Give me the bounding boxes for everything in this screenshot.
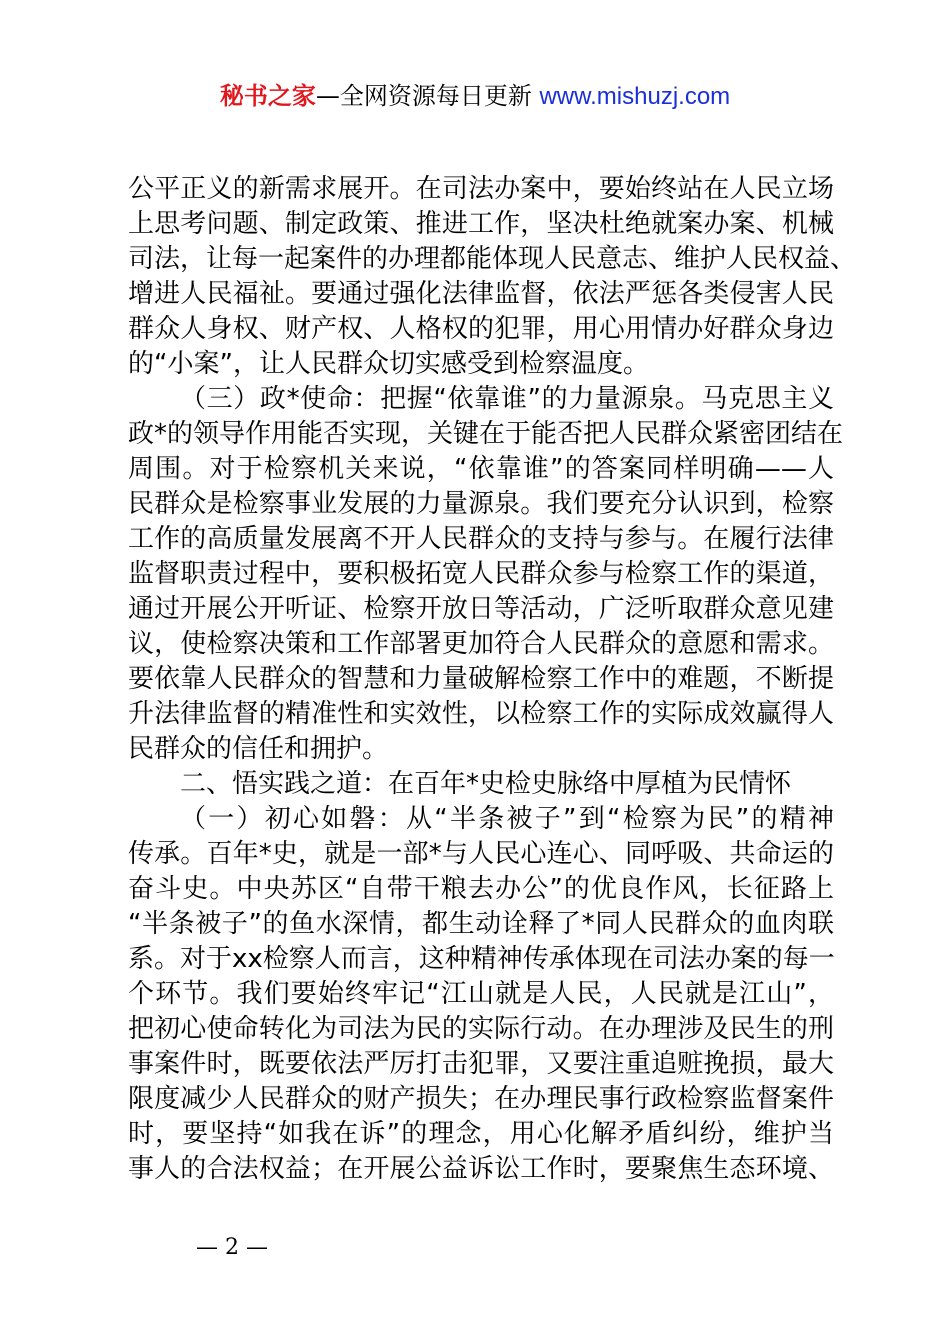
paragraph-line: 司法，让每一起案件的办理都能体现人民意志、维护人民权益、 — [128, 244, 857, 274]
paragraph-line: 通过开展公开听证、检察开放日等活动，广泛听取群众意见建 — [128, 594, 834, 624]
paragraph-line: 传承。百年*史，就是一部*与人民心连心、同呼吸、共命运的 — [128, 839, 834, 869]
paragraph-line: 民群众的信任和拥护。 — [128, 734, 389, 764]
paragraph-line: 工作的高质量发展离不开人民群众的支持与参与。在履行法律 — [128, 524, 834, 554]
page-header — [0, 80, 950, 113]
paragraph-line: 限度减少人民群众的财产损失；在办理民事行政检察监督案件 — [128, 1084, 834, 1114]
paragraph-line: 议，使检察决策和工作部署更加符合人民群众的意愿和需求。 — [128, 629, 834, 659]
paragraph-line: 周围。对于检察机关来说，“依靠谁”的答案同样明确——人 — [128, 454, 834, 484]
paragraph-line: 奋斗史。中央苏区“自带干粮去办公”的优良作风，长征路上 — [128, 874, 834, 904]
section-heading-line: （三）政*使命：把握“依靠谁”的力量源泉。马克思主义 — [180, 384, 834, 414]
paragraph-line: 事人的合法权益；在开展公益诉讼工作时，要聚焦生态环境、 — [128, 1154, 834, 1184]
brand-name: 秘书之家 — [219, 82, 316, 110]
header-tagline: —全网资源每日更新 — [315, 82, 540, 110]
paragraph-line: 公平正义的新需求展开。在司法办案中，要始终站在人民立场 — [128, 174, 834, 204]
section-heading-line: （一）初心如磐：从“半条被子”到“检察为民”的精神 — [180, 804, 834, 834]
paragraph-line: 监督职责过程中，要积极拓宽人民群众参与检察工作的渠道， — [128, 559, 834, 589]
section-heading: 二、悟实践之道：在百年*史检史脉络中厚植为民情怀 — [180, 769, 792, 799]
paragraph-line: 系。对于xx检察人而言，这种精神传承体现在司法办案的每一 — [128, 944, 835, 974]
paragraph-line: 要依靠人民群众的智慧和力量破解检察工作中的难题，不断提 — [128, 664, 834, 694]
paragraph-line: 个环节。我们要始终牢记“江山就是人民，人民就是江山”， — [128, 979, 834, 1009]
paragraph-line: 升法律监督的精准性和实效性，以检察工作的实际成效赢得人 — [128, 699, 834, 729]
page-number: — 2 — — [196, 1235, 268, 1260]
paragraph-line: 增进人民福祉。要通过强化法律监督，依法严惩各类侵害人民 — [128, 279, 834, 309]
paragraph-line: 把初心使命转化为司法为民的实际行动。在办理涉及民生的刑 — [128, 1014, 834, 1044]
paragraph-line: 群众人身权、财产权、人格权的犯罪，用心用情办好群众身边 — [128, 314, 834, 344]
paragraph-line: 的“小案”，让人民群众切实感受到检察温度。 — [128, 349, 649, 379]
document-body — [128, 172, 857, 1187]
paragraph-line: 时，要坚持“如我在诉”的理念，用心化解矛盾纠纷，维护当 — [128, 1119, 834, 1149]
site-url: www.mishuzj.com — [539, 83, 731, 110]
paragraph-line: “半条被子”的鱼水深情，都生动诠释了*同人民群众的血肉联 — [128, 909, 834, 939]
paragraph-line: 政*的领导作用能否实现，关键在于能否把人民群众紧密团结在 — [128, 419, 844, 449]
paragraph-line: 事案件时，既要依法严厉打击犯罪，又要注重追赃挽损，最大 — [128, 1049, 834, 1079]
paragraph-line: 上思考问题、制定政策、推进工作，坚决杜绝就案办案、机械 — [128, 209, 834, 239]
paragraph-line: 民群众是检察事业发展的力量源泉。我们要充分认识到，检察 — [128, 489, 834, 519]
